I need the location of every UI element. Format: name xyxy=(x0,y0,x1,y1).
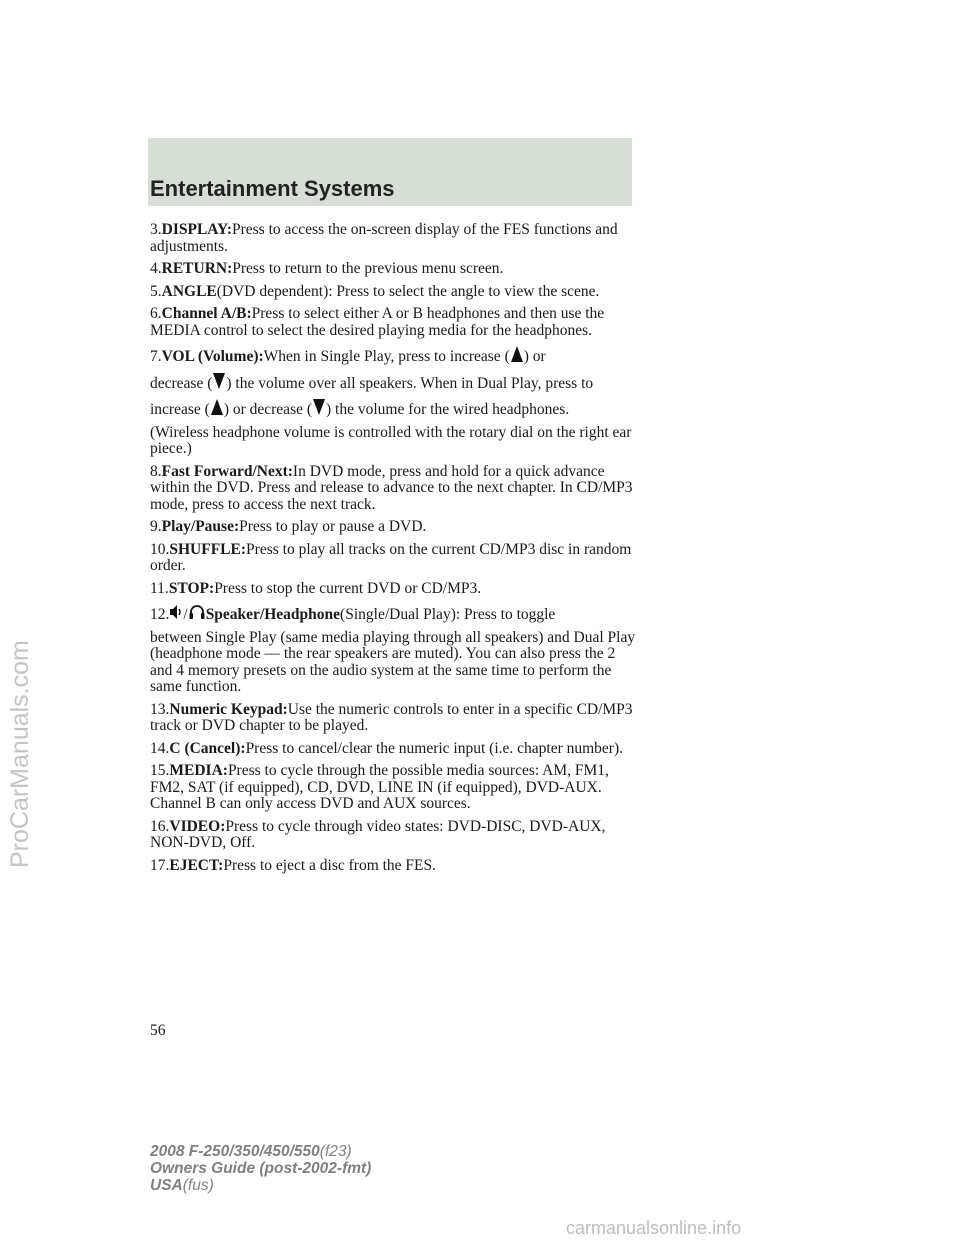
list-item: 6.Channel A/B:Press to select either A or B headphones and then use the MEDIA control to select the desired playing media for the headphones. xyxy=(150,305,605,339)
list-item: 8.Fast Forward/Next:In DVD mode, press and hold for a quick advance within the DVD. Press and release to advance to the next chapter. In CD/MP3 mode, press to access the next track. xyxy=(150,462,633,513)
list-item-media: 15.MEDIA:Press to cycle through the possible media sources: AM, FM1, FM2, SAT (if equipped), CD, DVD, LINE IN (if equipped), DVD-AUX. Channel B can only access DVD and AUX sources. xyxy=(150,762,609,812)
triangle-up-icon xyxy=(510,345,524,363)
triangle-up-icon xyxy=(210,398,224,416)
bottom-watermark: carmanualsonline.info xyxy=(566,1218,742,1238)
speaker-icon xyxy=(169,603,183,621)
volume-note: (Wireless headphone volume is controlled with the rotary dial on the right ear piece.) xyxy=(150,423,632,457)
section-title: Entertainment Systems xyxy=(150,176,395,201)
page-content xyxy=(150,222,640,880)
list-item: 17.EJECT:Press to eject a disc from the FES. xyxy=(150,856,437,874)
headphone-icon xyxy=(188,603,206,621)
list-item: 9.Play/Pause:Press to play or pause a DVD. xyxy=(150,518,427,535)
document-footer: 2008 F-250/350/450/550(f23) Owners Guide (post-2002-fmt) USA(fus) xyxy=(150,1143,372,1194)
list-item: 4.RETURN:Press to return to the previous menu screen. xyxy=(150,260,504,277)
triangle-down-icon xyxy=(212,372,226,390)
triangle-down-icon xyxy=(312,398,326,416)
page-number: 56 xyxy=(150,1022,166,1039)
list-item-speaker-headphone: 12. / Speaker/Headphone(Single/Dual Play): Press to toggle between Single Play (same media playing through all speakers) and Dual Play (headphone mode — the rear speakers are muted). You can also press the 2 and 4 memory presets on the audio system at the same time to perform the same function. xyxy=(150,603,640,696)
list-item: 10.SHUFFLE:Press to play all tracks on the current CD/MP3 disc in random order. xyxy=(150,540,632,574)
list-item-volume: 7.VOL (Volume):When in Single Play, press to increase ( ) or decrease ( ) the volume over all speakers. When in Dual Play, press to increase ( ) or decrease ( ) the volume for the wired headphones. xyxy=(150,345,640,419)
list-item: 5.ANGLE(DVD dependent): Press to select the angle to view the scene. xyxy=(150,282,600,300)
list-item: 16.VIDEO:Press to cycle through video states: DVD-DISC, DVD-AUX, NON-DVD, Off. xyxy=(150,817,606,851)
list-item: 14.C (Cancel):Press to cancel/clear the numeric input (i.e. chapter number). xyxy=(150,739,624,757)
list-item: 11.STOP:Press to stop the current DVD or CD/MP3. xyxy=(150,579,482,597)
side-watermark: ProCarManuals.com xyxy=(6,640,34,868)
list-item: 13.Numeric Keypad:Use the numeric controls to enter in a specific CD/MP3 track or DVD chapter to be played. xyxy=(150,700,633,734)
list-item: 3.DISPLAY:Press to access the on-screen display of the FES functions and adjustments. xyxy=(150,221,618,255)
